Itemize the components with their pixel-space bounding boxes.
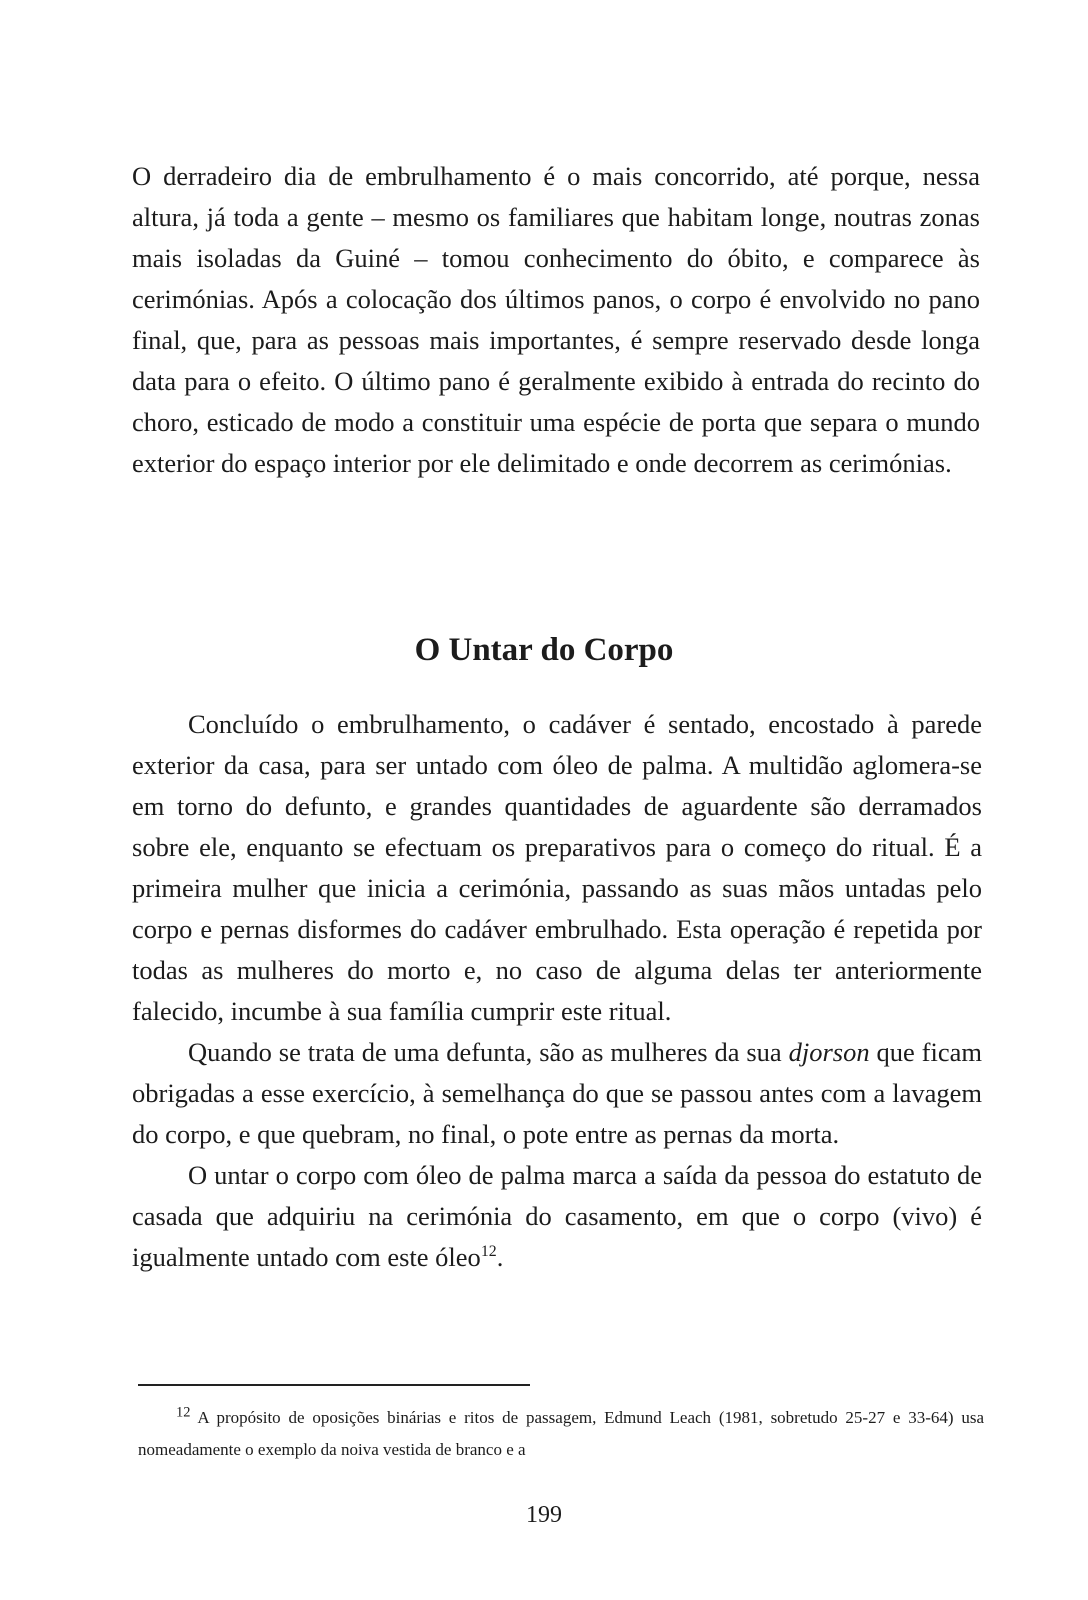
section-paragraph xyxy=(132,1155,982,1278)
italic-term: djorson xyxy=(788,1037,870,1067)
section-paragraph: Concluído o embrulhamento, o cadáver é sentado, encostado à parede exterior da casa, para ser untado com óleo de palma. A multidão aglomera-se em torno do defunto, e grandes quantidades de aguardente são derramados sobre ele, enquanto se efectuam os preparativos para o começo do ritual. É a primeira mulher que inicia a cerimónia, passando as suas mãos untadas pelo corpo e pernas disformes do cadáver embrulhado. Esta operação é repetida por todas as mulheres do morto e, no caso de alguma delas ter anteriormente falecido, incumbe à sua família cumprir este ritual. xyxy=(132,709,982,1026)
body-paragraph: O derradeiro dia de embrulhamento é o mais concorrido, até porque, nessa altura, já toda a gente – mesmo os familiares que habitam longe, noutras zonas mais isoladas da Guiné – tomou conhecimento do óbito, e comparece às cerimónias. Após a colocação dos últimos panos, o corpo é envolvido no pano final, que, para as pessoas mais importantes, é sempre reservado desde longa data para o efeito. O último pano é geralmente exibido à entrada do recinto do choro, esticado de modo a constituir uma espécie de porta que separa o mundo exterior do espaço interior por ele delimitado e onde decorrem as cerimónias. xyxy=(132,161,980,478)
paragraph-text: O untar o corpo com óleo de palma marca a saída da pessoa do estatuto de casada que adquiriu na cerimónia do casamento, em que o corpo (vivo) é igualmente untado com este óleo xyxy=(132,1160,982,1272)
section-paragraph xyxy=(132,1032,982,1155)
paragraph-end: . xyxy=(496,1242,504,1272)
page-number: 199 xyxy=(526,1502,562,1528)
paragraph-text: que ficam obrigadas a esse exercício, à semelhança do que se passou antes com a lavagem do corpo, e que quebram, no final, o pote entre as pernas da morta. xyxy=(132,1037,982,1149)
footnote-separator xyxy=(138,1384,530,1386)
footnote-number: 12 xyxy=(176,1404,191,1421)
footnote-text: A propósito de oposições binárias e ritos de passagem, Edmund Leach (1981, sobretudo 25-27 e 33-64) usa nomeadamente o exemplo da noiva vestida de branco e a xyxy=(138,1408,985,1459)
section-heading: O Untar do Corpo xyxy=(414,632,674,668)
footnote xyxy=(138,1402,984,1466)
footnote-reference: 12 xyxy=(480,1243,497,1261)
section-body xyxy=(132,704,982,1278)
paragraph-text: Quando se trata de uma defunta, são as mulheres da sua xyxy=(188,1037,789,1067)
